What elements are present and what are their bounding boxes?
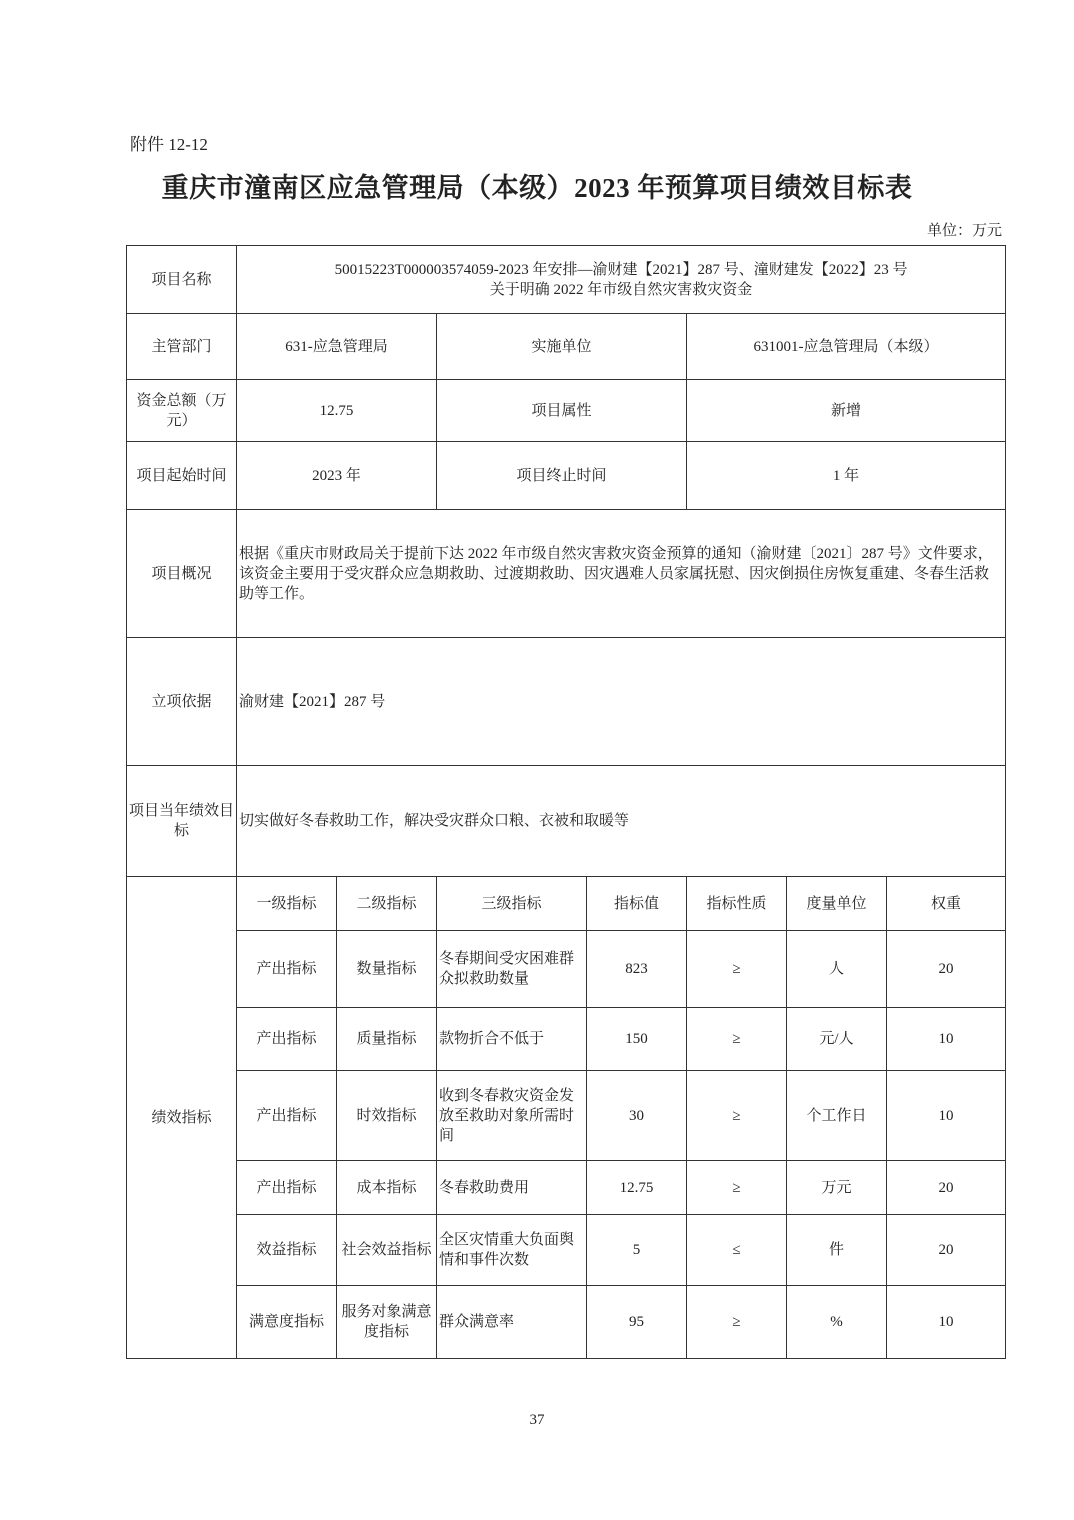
performance-table [126,245,1006,1359]
cell: 产出指标 [237,1071,337,1161]
cell: 823 [587,931,687,1008]
cell: ≤ [687,1215,787,1286]
indicator-row [127,1008,1006,1071]
header-cell: 权重 [887,877,1006,931]
value-attr: 新增 [687,380,1006,442]
cell: ≥ [687,1286,787,1359]
row-funds [127,380,1006,442]
cell: 12.75 [587,1161,687,1215]
cell: 满意度指标 [237,1286,337,1359]
value-project-name [237,246,1006,314]
row-basis [127,638,1006,766]
cell: 服务对象满意度指标 [337,1286,437,1359]
cell: 产出指标 [237,1008,337,1071]
row-project-name [127,246,1006,314]
value-start: 2023 年 [237,442,437,510]
label-basis: 立项依据 [127,638,237,766]
value-basis: 渝财建【2021】287 号 [237,638,1006,766]
cell: ≥ [687,1161,787,1215]
page-number: 37 [529,1412,545,1428]
cell: 冬春救助费用 [437,1161,587,1215]
page-title: 重庆市潼南区应急管理局（本级）2023 年预算项目绩效目标表 [161,173,913,203]
cell: ≥ [687,1008,787,1071]
cell: 20 [887,1161,1006,1215]
cell: 5 [587,1215,687,1286]
indicator-row [127,1286,1006,1359]
label-indicators: 绩效指标 [127,877,237,1359]
cell: 冬春期间受灾困难群众拟救助数量 [437,931,587,1008]
cell: 成本指标 [337,1161,437,1215]
label-impl: 实施单位 [437,314,687,380]
header-cell: 二级指标 [337,877,437,931]
project-name-line1: 50015223T000003574059-2023 年安排—渝财建【2021】287 号、潼财建发【2022】23 号 [334,261,908,278]
cell: 产出指标 [237,1161,337,1215]
value-goal: 切实做好冬春救助工作，解决受灾群众口粮、衣被和取暖等 [237,766,1006,877]
label-project-name: 项目名称 [127,246,237,314]
label-start: 项目起始时间 [127,442,237,510]
cell: 20 [887,1215,1006,1286]
indicator-row [127,931,1006,1008]
cell: 30 [587,1071,687,1161]
header-cell: 指标值 [587,877,687,931]
indicator-row [127,1215,1006,1286]
cell: 件 [787,1215,887,1286]
label-attr: 项目属性 [437,380,687,442]
label-dept: 主管部门 [127,314,237,380]
cell: ≥ [687,1071,787,1161]
row-time [127,442,1006,510]
cell: 群众满意率 [437,1286,587,1359]
cell: 质量指标 [337,1008,437,1071]
row-overview [127,510,1006,638]
cell: 收到冬春救灾资金发放至救助对象所需时间 [437,1071,587,1161]
cell: 10 [887,1286,1006,1359]
cell: 10 [887,1071,1006,1161]
unit-label: 单位：万元 [926,223,1002,239]
project-name-line2: 关于明确 2022 年市级自然灾害救灾资金 [489,281,753,298]
cell: 20 [887,931,1006,1008]
indicator-row [127,1161,1006,1215]
header-cell: 一级指标 [237,877,337,931]
cell: 95 [587,1286,687,1359]
cell: 社会效益指标 [337,1215,437,1286]
cell: 时效指标 [337,1071,437,1161]
indicator-row [127,1071,1006,1161]
label-funds: 资金总额（万元） [127,380,237,442]
cell: 150 [587,1008,687,1071]
cell: 个工作日 [787,1071,887,1161]
attachment-label: 附件 12-12 [130,135,208,154]
cell: 元/人 [787,1008,887,1071]
indicator-header-row [127,877,1006,931]
row-goal [127,766,1006,877]
value-impl: 631001-应急管理局（本级） [687,314,1006,380]
header-cell: 三级指标 [437,877,587,931]
cell: 款物折合不低于 [437,1008,587,1071]
cell: 人 [787,931,887,1008]
value-overview: 根据《重庆市财政局关于提前下达 2022 年市级自然灾害救灾资金预算的通知（渝财建〔2021〕287 号》文件要求，该资金主要用于受灾群众应急期救助、过渡期救助、因灾遇难人员家属抚慰、因灾倒损住房恢复重建、冬春生活救助等工作。 [237,510,1006,638]
cell: 效益指标 [237,1215,337,1286]
label-goal: 项目当年绩效目标 [127,766,237,877]
label-end: 项目终止时间 [437,442,687,510]
row-dept [127,314,1006,380]
cell: 数量指标 [337,931,437,1008]
cell: 10 [887,1008,1006,1071]
cell: 万元 [787,1161,887,1215]
header-cell: 度量单位 [787,877,887,931]
cell: % [787,1286,887,1359]
label-overview: 项目概况 [127,510,237,638]
cell: 全区灾情重大负面舆情和事件次数 [437,1215,587,1286]
value-funds: 12.75 [237,380,437,442]
value-dept: 631-应急管理局 [237,314,437,380]
cell: 产出指标 [237,931,337,1008]
cell: ≥ [687,931,787,1008]
header-cell: 指标性质 [687,877,787,931]
value-end: 1 年 [687,442,1006,510]
